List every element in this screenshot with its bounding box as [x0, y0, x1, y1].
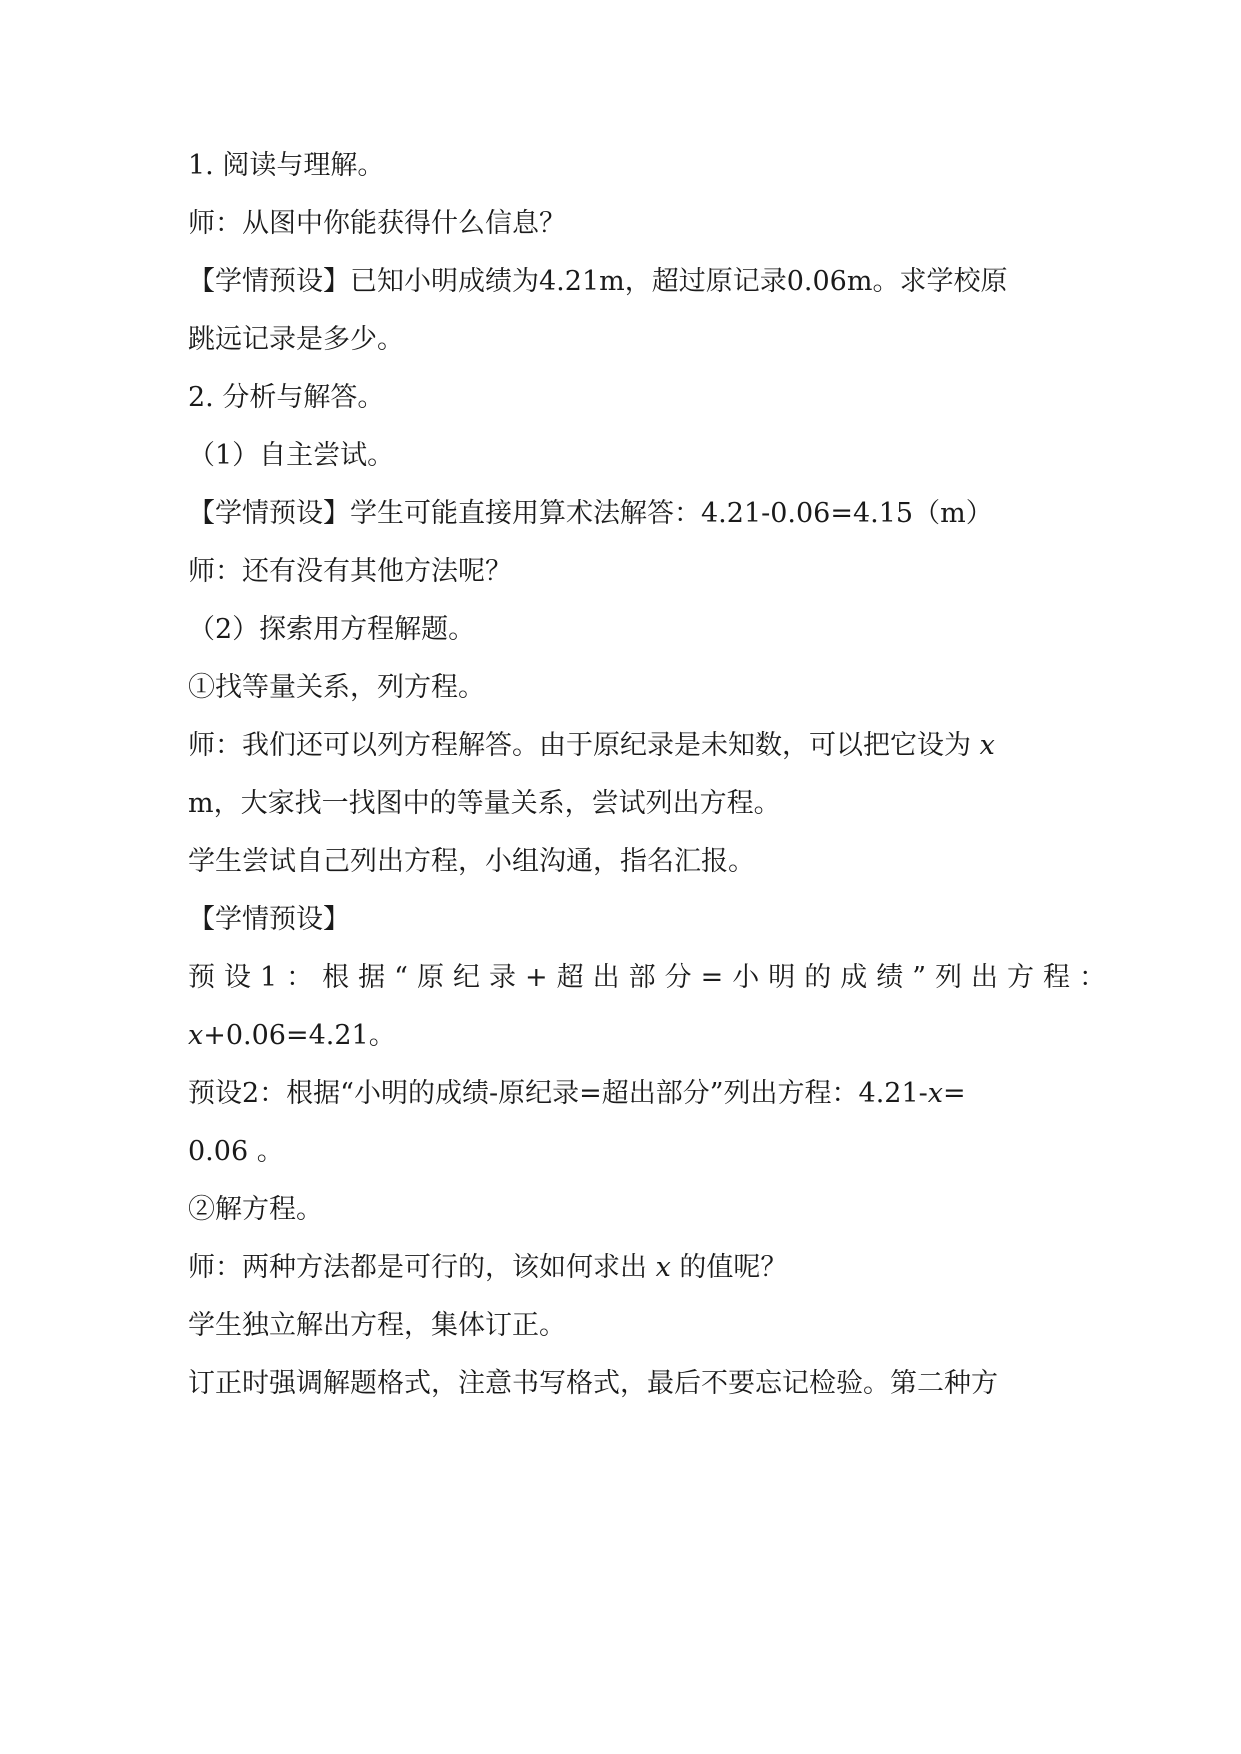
teacher-explain-text: 师：我们还可以列方程解答。由于原纪录是未知数，可以把它设为 — [188, 730, 971, 761]
preset-known-info: 【学情预设】已知小明成绩为4.21m，超过原记录0.06m。求学校原 — [188, 266, 1008, 297]
student-solve: 学生独立解出方程，集体订正。 — [188, 1310, 566, 1341]
variable-x: x — [927, 1078, 944, 1109]
student-activity: 学生尝试自己列出方程，小组沟通，指名汇报。 — [188, 846, 755, 877]
preset-known-info-cont: 跳远记录是多少。 — [188, 324, 404, 355]
variable-x: x — [188, 1020, 204, 1051]
preset-arithmetic: 【学情预设】学生可能直接用算术法解答：4.21-0.06=4.15（m） — [188, 498, 993, 529]
variable-x: x — [655, 1252, 671, 1283]
step-equation: （2）探索用方程解题。 — [188, 614, 476, 645]
variable-x: x — [979, 730, 995, 761]
step-self-try: （1）自主尝试。 — [188, 440, 395, 471]
equation-text: +0.06=4.21。 — [203, 1020, 396, 1051]
substep-solve: ②解方程。 — [188, 1194, 323, 1225]
preset-2 — [188, 1076, 1068, 1112]
teacher-question-3-end: 的值呢？ — [679, 1252, 788, 1283]
substep-find-relation: ①找等量关系，列方程。 — [188, 672, 485, 703]
preset-2-equation-cont: 0.06 。 — [188, 1136, 284, 1167]
heading-reading: 1. 阅读与理解。 — [188, 150, 385, 181]
preset-2-text: 预设2：根据“小明的成绩-原纪录=超出部分”列出方程：4.21- — [188, 1078, 928, 1109]
teacher-question-2: 师：还有没有其他方法呢？ — [188, 556, 512, 587]
equals-sign: = — [943, 1078, 966, 1109]
preset-1: 预设1：根据“原纪录+超出部分=小明的成绩”列出方程： — [188, 962, 1116, 993]
correction-note: 订正时强调解题格式，注意书写格式，最后不要忘记检验。第二种方 — [188, 1368, 998, 1399]
preset-1-equation — [188, 1018, 1068, 1054]
teacher-explain — [188, 728, 1068, 764]
heading-analysis: 2. 分析与解答。 — [188, 382, 385, 413]
preset-label: 【学情预设】 — [188, 904, 350, 935]
teacher-explain-cont: m，大家找一找图中的等量关系，尝试列出方程。 — [188, 788, 781, 819]
teacher-question-3-text: 师：两种方法都是可行的，该如何求出 — [188, 1252, 647, 1283]
teacher-question-1: 师：从图中你能获得什么信息？ — [188, 208, 566, 239]
teacher-question-3 — [188, 1250, 1068, 1286]
